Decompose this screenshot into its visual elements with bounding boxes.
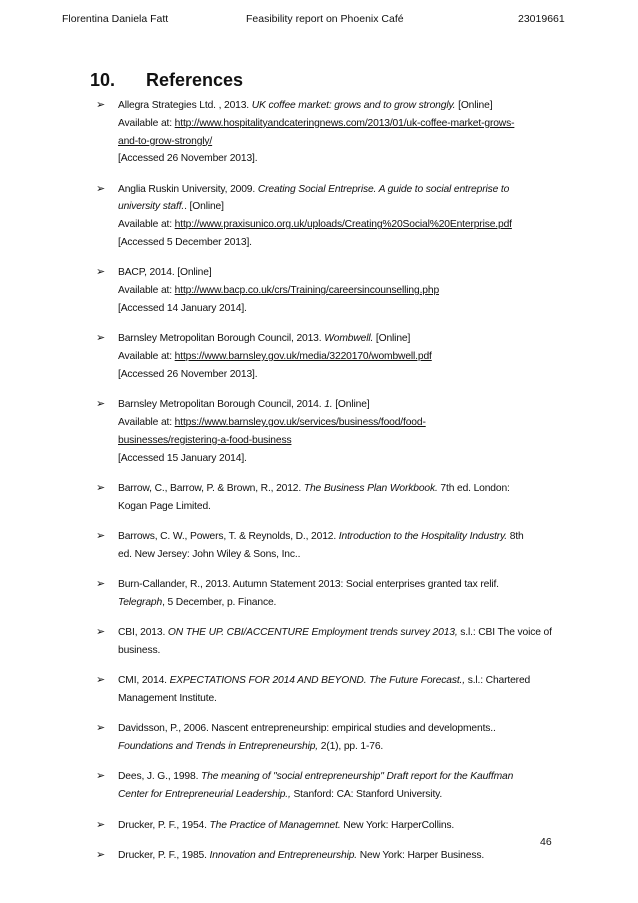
section-title: References — [146, 70, 244, 90]
reference-link[interactable]: https://www.barnsley.gov.uk/media/3220170/wombwell.pdf — [174, 351, 432, 363]
arrow-bullet-icon: ➢ — [96, 266, 106, 279]
section-number: 10. — [90, 70, 116, 90]
section-heading — [90, 70, 243, 91]
reference-item: ➢ Drucker, P. F., 1985. Innovation and Entrepreneurship. New York: Harper Business. — [96, 847, 576, 865]
reference-item: ➢ CMI, 2014. EXPECTATIONS FOR 2014 AND BEYOND. The Future Forecast., s.l.: Chartered Management Institute. — [96, 674, 531, 705]
reference-item: ➢ BACP, 2014. [Online] Available at: http://www.bacp.co.uk/crs/Training/careersincounselling.php [Accessed 14 January 2014]. — [96, 266, 440, 314]
arrow-bullet-icon: ➢ — [96, 529, 106, 542]
reference-item: ➢ Allegra Strategies Ltd. , 2013. UK coffee market: grows and to grow strongly. [Online] Available at: http://www.hospitalityandcateringnews.com/2013/01/uk-coffee-market-grows- and-to-grow-strongly/ [Accessed 26 November 2013]. — [96, 99, 515, 165]
header-title: Feasibility report on Phoenix Café — [246, 13, 404, 25]
reference-item: ➢ Barrows, C. W., Powers, T. & Reynolds, D., 2012. Introduction to the Hospitality Industry. 8th ed. New Jersey: John Wiley & Sons, Inc.. — [96, 529, 524, 560]
arrow-bullet-icon: ➢ — [96, 848, 106, 861]
reference-item: ➢ Davidsson, P., 2006. Nascent entrepreneurship: empirical studies and developments.. Foundations and Trends in Entrepreneurship, 2(1), pp. 1-76. — [96, 722, 496, 753]
reference-item: ➢ CBI, 2013. ON THE UP. CBI/ACCENTURE Employment trends survey 2013, s.l.: CBI The voice of business. — [96, 626, 552, 656]
reference-list — [96, 97, 576, 877]
reference-item: ➢ Barrow, C., Barrow, P. & Brown, R., 2012. The Business Plan Workbook. 7th ed. London: Kogan Page Limited. — [96, 481, 510, 512]
header-id: 23019661 — [518, 13, 565, 25]
reference-item: ➢ Barnsley Metropolitan Borough Council, 2014. 1. [Online] Available at: https://www.barnsley.gov.uk/services/business/food/food- businesses/registering-a-food-business [Accessed 15 January 2014]. — [96, 398, 426, 464]
reference-link[interactable]: http://www.hospitalityandcateringnews.com/2013/01/uk-coffee-market-grows- — [174, 117, 515, 129]
page-number: 46 — [540, 836, 552, 848]
reference-item: ➢ Barnsley Metropolitan Borough Council, 2013. Wombwell. [Online] Available at: https://www.barnsley.gov.uk/media/3220170/wombwell.pdf [Accessed 26 November 2013]. — [96, 332, 432, 380]
reference-link[interactable]: businesses/registering-a-food-business — [118, 434, 292, 446]
arrow-bullet-icon: ➢ — [96, 182, 106, 195]
arrow-bullet-icon: ➢ — [96, 722, 106, 735]
reference-link[interactable]: https://www.barnsley.gov.uk/services/business/food/food- — [174, 416, 426, 428]
reference-item: ➢ Burn-Callander, R., 2013. Autumn Statement 2013: Social enterprises granted tax relif. Telegraph, 5 December, p. Finance. — [96, 578, 499, 608]
arrow-bullet-icon: ➢ — [96, 578, 106, 591]
header-author: Florentina Daniela Fatt — [62, 13, 169, 25]
arrow-bullet-icon: ➢ — [96, 626, 106, 639]
arrow-bullet-icon: ➢ — [96, 332, 106, 345]
arrow-bullet-icon: ➢ — [96, 481, 106, 494]
arrow-bullet-icon: ➢ — [96, 99, 106, 111]
reference-link[interactable]: and-to-grow-strongly/ — [118, 135, 213, 147]
reference-item: ➢ Drucker, P. F., 1954. The Practice of Managemnet. New York: HarperCollins. — [96, 817, 576, 835]
reference-item: ➢ Dees, J. G., 1998. The meaning of "social entrepreneurship" Draft report for the Kauffman Center for Entrepreneurial Leadership., Stanford: CA: Stanford University. — [96, 770, 514, 801]
reference-link[interactable]: http://www.praxisunico.org.uk/uploads/Creating%20Social%20Enterprise.pdf — [174, 219, 512, 231]
arrow-bullet-icon: ➢ — [96, 674, 106, 687]
reference-item: ➢ Anglia Ruskin University, 2009. Creating Social Entreprise. A guide to social entreprise to university staff.. [Online] Available at: http://www.praxisunico.org.uk/uploads/Creating%20Social%20Enterprise.pdf [Accessed 5 December 2013]. — [96, 182, 512, 249]
arrow-bullet-icon: ➢ — [96, 770, 106, 783]
reference-link[interactable]: http://www.bacp.co.uk/crs/Training/careersincounselling.php — [174, 285, 440, 297]
arrow-bullet-icon: ➢ — [96, 398, 106, 411]
arrow-bullet-icon: ➢ — [96, 818, 106, 831]
